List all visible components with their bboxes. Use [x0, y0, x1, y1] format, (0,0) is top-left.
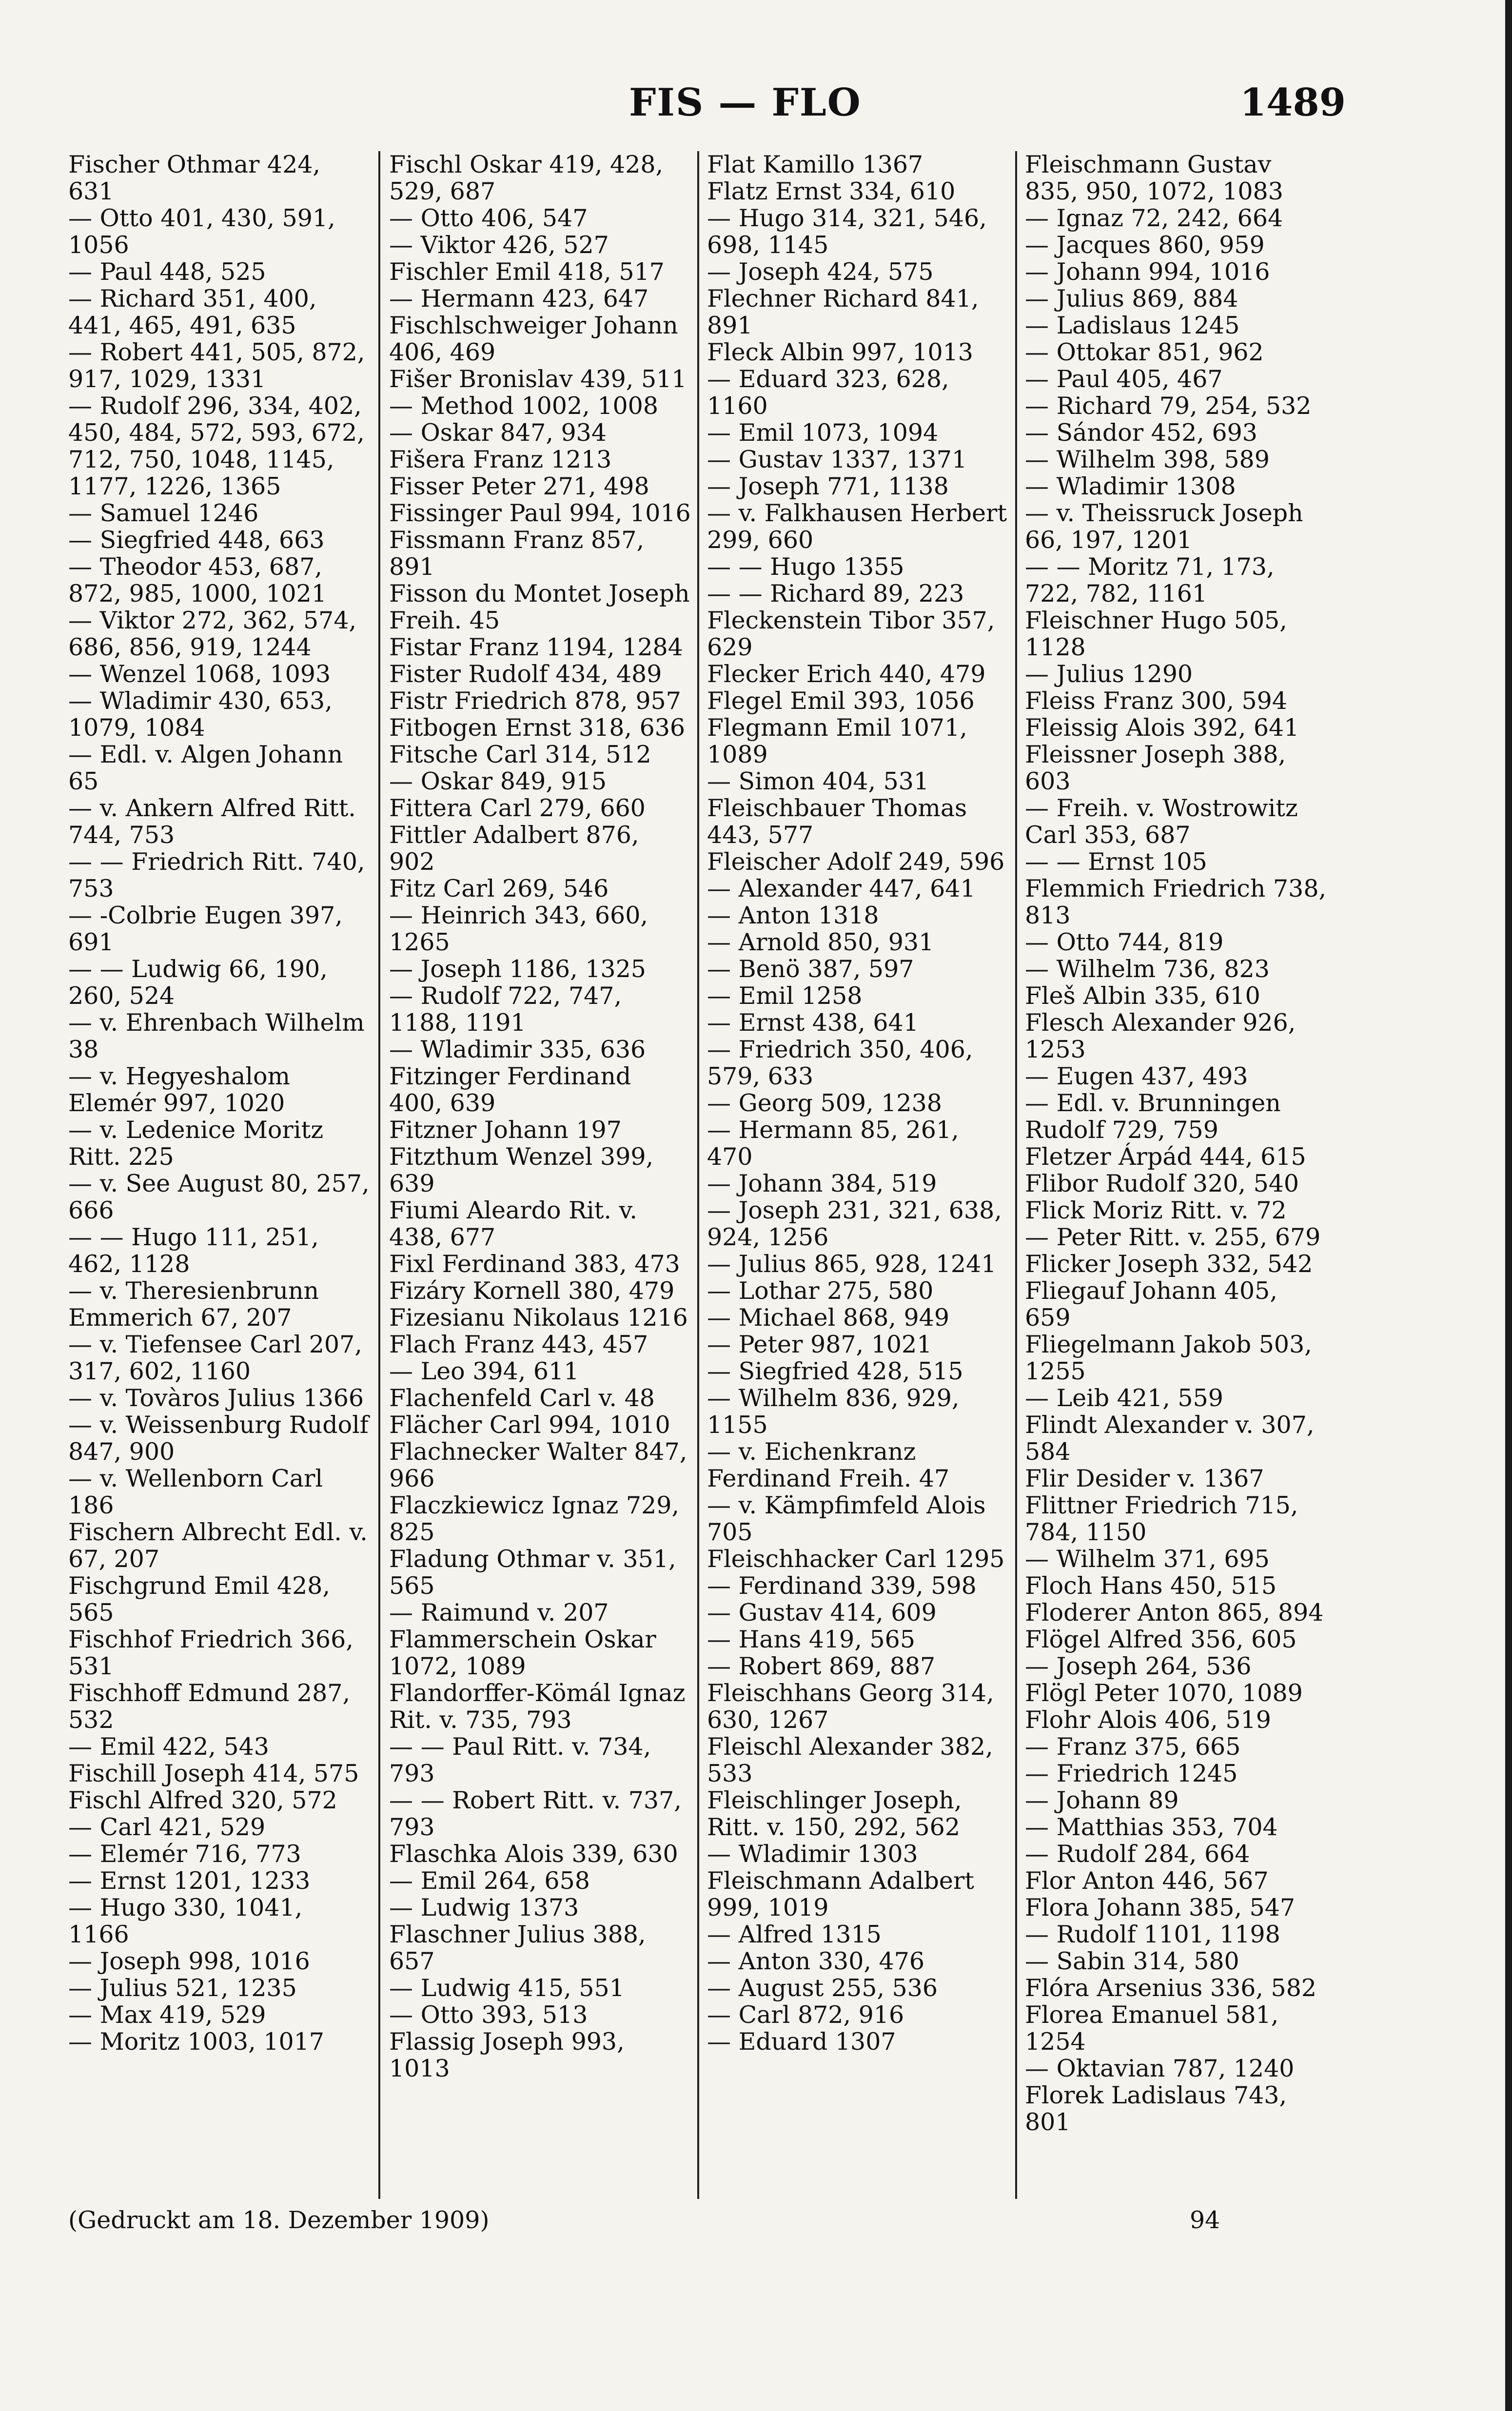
index-entry: Flatz Ernst 334, 610 — [707, 177, 956, 205]
index-entry: — Method 1002, 1008 — [389, 392, 658, 420]
index-entry: Flesch Alexander 926, 1253 — [1025, 1009, 1296, 1063]
index-entry: — Joseph 264, 536 — [1025, 1652, 1252, 1680]
index-entry: — Wilhelm 736, 823 — [1025, 955, 1270, 983]
index-entry: — Max 419, 529 — [68, 2001, 266, 2029]
index-entry: — Michael 868, 949 — [707, 1304, 950, 1332]
index-entry: — Sabin 314, 580 — [1025, 1947, 1239, 1975]
index-entry: — Ferdinand 339, 598 — [707, 1572, 977, 1600]
index-entry: — v. Ehrenbach Wilhelm 38 — [68, 1009, 365, 1063]
index-entry: Flat Kamillo 1367 — [707, 151, 923, 178]
index-entry: — v. Falkhausen Herbert 299, 660 — [707, 499, 1007, 554]
index-entry: — — Ernst 105 — [1025, 848, 1207, 876]
index-entry: — v. Ankern Alfred Ritt. 744, 753 — [68, 794, 356, 849]
index-entry: — Paul 448, 525 — [68, 258, 266, 286]
index-entry: — Wilhelm 836, 929, 1155 — [707, 1384, 960, 1439]
index-entry: — v. See August 80, 257, 666 — [68, 1170, 370, 1224]
index-entry: Fischern Albrecht Edl. v. 67, 207 — [68, 1518, 368, 1573]
index-entry: — Otto 401, 430, 591, 1056 — [68, 204, 335, 259]
page-title: FIS — FLO — [629, 80, 862, 125]
index-entry: Flechner Richard 841, 891 — [707, 285, 979, 339]
index-entry: — Ernst 1201, 1233 — [68, 1867, 311, 1895]
index-entry: Fleischer Adolf 249, 596 — [707, 848, 1005, 876]
index-entry: — Emil 1073, 1094 — [707, 419, 939, 447]
index-entry: — Julius 865, 928, 1241 — [707, 1250, 997, 1278]
index-entry: Flemmich Friedrich 738, 813 — [1025, 875, 1327, 929]
index-entry: — Oskar 849, 915 — [389, 767, 607, 795]
index-entry: — Moritz 1003, 1017 — [68, 2028, 324, 2056]
index-entry: — Otto 744, 819 — [1025, 928, 1224, 956]
index-entry: Fister Rudolf 434, 489 — [389, 660, 662, 688]
index-entry: — Julius 1290 — [1025, 660, 1193, 688]
index-entry: Flach Franz 443, 457 — [389, 1331, 648, 1358]
index-entry: Fitz Carl 269, 546 — [389, 875, 609, 902]
index-entry: — Lothar 275, 580 — [707, 1277, 934, 1305]
index-entry: — — Moritz 71, 173, 722, 782, 1161 — [1025, 553, 1275, 608]
index-entry: Flohr Alois 406, 519 — [1025, 1706, 1271, 1734]
index-entry: — Richard 79, 254, 532 — [1025, 392, 1312, 420]
column-3 — [707, 151, 1009, 2199]
index-entry: — Eduard 323, 628, 1160 — [707, 365, 949, 420]
index-entry: — Wladimir 430, 653, 1079, 1084 — [68, 687, 333, 742]
index-entry: — Wladimir 335, 636 — [389, 1036, 646, 1063]
index-entry: Fischler Emil 418, 517 — [389, 258, 665, 286]
index-entry: Fleiss Franz 300, 594 — [1025, 687, 1287, 715]
index-entry: Floch Hans 450, 515 — [1025, 1572, 1277, 1600]
index-entry: — Johann 89 — [1025, 1786, 1179, 1814]
index-entry: Florek Ladislaus 743, 801 — [1025, 2081, 1287, 2136]
index-entry: — v. Ledenice Moritz Ritt. 225 — [68, 1116, 324, 1171]
index-entry: Fleischmann Adalbert 999, 1019 — [707, 1867, 974, 1921]
index-entry: — Joseph 771, 1138 — [707, 472, 949, 500]
index-entry: — Samuel 1246 — [68, 499, 259, 527]
index-entry: Fleischbauer Thomas 443, 577 — [707, 794, 967, 849]
column-2 — [389, 151, 691, 2199]
index-entry: Fletzer Árpád 444, 615 — [1025, 1143, 1306, 1171]
index-entry: — Hermann 85, 261, 470 — [707, 1116, 959, 1171]
index-entry: — — Robert Ritt. v. 737, 793 — [389, 1786, 682, 1841]
index-entry: Fischlschweiger Johann 406, 469 — [389, 312, 678, 366]
index-entry: — Oktavian 787, 1240 — [1025, 2055, 1295, 2082]
index-entry: Fišer Bronislav 439, 511 — [389, 365, 687, 393]
index-entry: — Emil 422, 543 — [68, 1733, 269, 1761]
index-entry: Fitzthum Wenzel 399, 639 — [389, 1143, 654, 1197]
index-entry: — Edl. v. Brunningen Rudolf 729, 759 — [1025, 1089, 1281, 1144]
index-entry: Fleck Albin 997, 1013 — [707, 338, 973, 366]
index-entry: — Eugen 437, 493 — [1025, 1062, 1248, 1090]
index-entry: — Carl 872, 916 — [707, 2001, 904, 2029]
index-entry: — v. Wellenborn Carl 186 — [68, 1465, 323, 1519]
index-entry: Flandorffer-Kömál Ignaz Rit. v. 735, 793 — [389, 1679, 686, 1734]
index-entry: Flittner Friedrich 715, 784, 1150 — [1025, 1491, 1298, 1546]
index-entry: — Edl. v. Algen Johann 65 — [68, 741, 343, 795]
index-entry: Fizesianu Nikolaus 1216 — [389, 1304, 688, 1332]
index-entry: Flögel Alfred 356, 605 — [1025, 1626, 1297, 1653]
index-entry: — Anton 330, 476 — [707, 1947, 925, 1975]
index-entry: — Joseph 424, 575 — [707, 258, 934, 286]
index-entry: Flicker Joseph 332, 542 — [1025, 1250, 1313, 1278]
index-entry: — v. Tovàros Julius 1366 — [68, 1384, 364, 1412]
index-entry: Fistar Franz 1194, 1284 — [389, 633, 683, 661]
index-entry: — Wilhelm 371, 695 — [1025, 1545, 1270, 1573]
index-entry: — Julius 869, 884 — [1025, 285, 1238, 313]
index-entry: Flaczkiewicz Ignaz 729, 825 — [389, 1491, 679, 1546]
index-entry: Fliegauf Johann 405, 659 — [1025, 1277, 1277, 1332]
index-entry: — Emil 264, 658 — [389, 1867, 590, 1895]
index-entry: — Ludwig 1373 — [389, 1894, 579, 1921]
index-entry: — Ladislaus 1245 — [1025, 312, 1240, 339]
index-entry: — Joseph 1186, 1325 — [389, 955, 646, 983]
index-entry: — Anton 1318 — [707, 902, 879, 929]
index-entry: — Simon 404, 531 — [707, 767, 929, 795]
index-entry: — Wladimir 1303 — [707, 1840, 918, 1868]
page-number: 1489 — [1239, 80, 1346, 125]
index-entry: — Viktor 426, 527 — [389, 231, 609, 259]
index-entry: Fitsche Carl 314, 512 — [389, 741, 651, 768]
index-entry: Flammerschein Oskar 1072, 1089 — [389, 1626, 656, 1680]
index-entry: — Alfred 1315 — [707, 1921, 882, 1948]
index-entry: — Peter Ritt. v. 255, 679 — [1025, 1223, 1321, 1251]
index-entry: — Wladimir 1308 — [1025, 472, 1236, 500]
index-entry: — Ignaz 72, 242, 664 — [1025, 204, 1283, 232]
index-entry: — August 255, 536 — [707, 1974, 938, 2002]
index-entry: Fizáry Kornell 380, 479 — [389, 1277, 675, 1305]
column-4 — [1025, 151, 1327, 2199]
index-entry: Fleischlinger Joseph, Ritt. v. 150, 292, 562 — [707, 1786, 962, 1841]
index-entry: — Ernst 438, 641 — [707, 1009, 919, 1037]
index-entry: Fleischhans Georg 314, 630, 1267 — [707, 1679, 994, 1734]
index-entry: Fleischner Hugo 505, 1128 — [1025, 607, 1287, 661]
index-entry: Flor Anton 446, 567 — [1025, 1867, 1269, 1895]
index-entry: Fišera Franz 1213 — [389, 446, 612, 473]
index-entry: Fleissner Joseph 388, 603 — [1025, 741, 1286, 795]
index-entry: Fischl Oskar 419, 428, 529, 687 — [389, 151, 664, 205]
index-entry: — v. Theissruck Joseph 66, 197, 1201 — [1025, 499, 1303, 554]
index-entry: Fischhof Friedrich 366, 531 — [68, 1626, 353, 1680]
index-entry: Flick Moriz Ritt. v. 72 — [1025, 1196, 1287, 1224]
index-entry: — -Colbrie Eugen 397, 691 — [68, 902, 343, 956]
index-entry: — Leo 394, 611 — [389, 1357, 579, 1385]
index-entry: — — Hugo 111, 251, 462, 1128 — [68, 1223, 319, 1278]
index-entry: — Wenzel 1068, 1093 — [68, 660, 331, 688]
index-entry: — — Hugo 1355 — [707, 553, 904, 581]
index-entry: Fleischhacker Carl 1295 — [707, 1545, 1005, 1573]
index-entry: Flaschner Julius 388, 657 — [389, 1921, 646, 1975]
index-entry: Floderer Anton 865, 894 — [1025, 1599, 1324, 1627]
index-entry: — Hermann 423, 647 — [389, 285, 649, 313]
index-entry: Flegel Emil 393, 1056 — [707, 687, 975, 715]
index-entry: — Eduard 1307 — [707, 2028, 896, 2056]
column-divider — [1015, 151, 1017, 2199]
index-entry: Flibor Rudolf 320, 540 — [1025, 1170, 1299, 1197]
index-entry: Fischill Joseph 414, 575 — [68, 1760, 359, 1787]
index-entry: — Peter 987, 1021 — [707, 1331, 932, 1358]
index-entry: — Julius 521, 1235 — [68, 1974, 297, 2002]
index-entry: — Wilhelm 398, 589 — [1025, 446, 1270, 473]
index-entry: — — Richard 89, 223 — [707, 580, 964, 608]
page-footer — [68, 2206, 1336, 2240]
index-entry: Flögl Peter 1070, 1089 — [1025, 1679, 1303, 1707]
index-entry: — Gustav 1337, 1371 — [707, 446, 967, 473]
index-entry: Fladung Othmar v. 351, 565 — [389, 1545, 676, 1600]
index-entry: Flaschka Alois 339, 630 — [389, 1840, 678, 1868]
page-header — [68, 80, 1346, 134]
index-entry: Fitzner Johann 197 — [389, 1116, 622, 1144]
index-entry: Flachnecker Walter 847, 966 — [389, 1438, 687, 1492]
index-entry: — Otto 393, 513 — [389, 2001, 588, 2029]
index-entry: Florea Emanuel 581, 1254 — [1025, 2001, 1279, 2056]
index-entry: Fischhoff Edmund 287, 532 — [68, 1679, 351, 1734]
directory-columns — [68, 151, 1336, 2199]
index-entry: Fissinger Paul 994, 1016 — [389, 499, 691, 527]
index-entry: — Robert 869, 887 — [707, 1652, 936, 1680]
index-entry: — Benö 387, 597 — [707, 955, 914, 983]
index-entry: — Rudolf 284, 664 — [1025, 1840, 1250, 1868]
index-entry: — Siegfried 428, 515 — [707, 1357, 963, 1385]
index-entry: — Heinrich 343, 660, 1265 — [389, 902, 648, 956]
index-entry: Flegmann Emil 1071, 1089 — [707, 714, 967, 768]
index-entry: — — Paul Ritt. v. 734, 793 — [389, 1733, 651, 1787]
index-entry: Fisson du Montet Joseph Freih. 45 — [389, 580, 690, 634]
index-entry: — Arnold 850, 931 — [707, 928, 934, 956]
index-entry: — Franz 375, 665 — [1025, 1733, 1241, 1761]
index-entry: — — Ludwig 66, 190, 260, 524 — [68, 955, 328, 1010]
index-entry: — Siegfried 448, 663 — [68, 526, 325, 554]
index-entry: — Joseph 231, 321, 638, 924, 1256 — [707, 1196, 1002, 1251]
index-entry: — v. Theresienbrunn Emmerich 67, 207 — [68, 1277, 319, 1332]
print-date: (Gedruckt am 18. Dezember 1909) — [68, 2206, 490, 2234]
index-entry: — Oskar 847, 934 — [389, 419, 607, 447]
index-entry: — Elemér 716, 773 — [68, 1840, 301, 1868]
index-entry: — Rudolf 1101, 1198 — [1025, 1921, 1280, 1948]
index-entry: — Joseph 998, 1016 — [68, 1947, 310, 1975]
index-entry: — Otto 406, 547 — [389, 204, 588, 232]
index-entry: Fleischmann Gustav 835, 950, 1072, 1083 — [1025, 151, 1283, 205]
index-entry: Flächer Carl 994, 1010 — [389, 1411, 670, 1439]
index-entry: — v. Kämpfimfeld Alois 705 — [707, 1491, 986, 1546]
index-entry: Fleš Albin 335, 610 — [1025, 982, 1260, 1010]
index-entry: — Carl 421, 529 — [68, 1813, 266, 1841]
index-entry: — Friedrich 350, 406, 579, 633 — [707, 1036, 973, 1090]
index-entry: — Johann 994, 1016 — [1025, 258, 1270, 286]
index-entry: Fitbogen Ernst 318, 636 — [389, 714, 686, 742]
index-entry: — v. Tiefensee Carl 207, 317, 602, 1160 — [68, 1331, 362, 1385]
index-entry: — Viktor 272, 362, 574, 686, 856, 919, 1244 — [68, 607, 357, 661]
index-entry: Fisser Peter 271, 498 — [389, 472, 649, 500]
index-entry: — Ottokar 851, 962 — [1025, 338, 1264, 366]
index-entry: Fistr Friedrich 878, 957 — [389, 687, 681, 715]
index-entry: — Richard 351, 400, 441, 465, 491, 635 — [68, 285, 317, 339]
index-entry: Flir Desider v. 1367 — [1025, 1465, 1264, 1492]
sheet-number: 94 — [1190, 2206, 1220, 2234]
index-entry: — Hugo 314, 321, 546, 698, 1145 — [707, 204, 987, 259]
index-entry: Flassig Joseph 993, 1013 — [389, 2028, 625, 2082]
index-entry: — v. Eichenkranz Ferdinand Freih. 47 — [707, 1438, 950, 1492]
index-entry: — Friedrich 1245 — [1025, 1760, 1238, 1787]
index-entry: Flora Johann 385, 547 — [1025, 1894, 1296, 1921]
index-entry: — — Friedrich Ritt. 740, 753 — [68, 848, 365, 902]
index-entry: — Theodor 453, 687, 872, 985, 1000, 1021 — [68, 553, 327, 608]
index-entry: — Hans 419, 565 — [707, 1626, 916, 1653]
index-entry: — Alexander 447, 641 — [707, 875, 976, 902]
index-entry: — v. Weissenburg Rudolf 847, 900 — [68, 1411, 369, 1466]
index-entry: Fixl Ferdinand 383, 473 — [389, 1250, 680, 1278]
index-entry: Fischer Othmar 424, 631 — [68, 151, 321, 205]
column-1 — [68, 151, 371, 2199]
index-entry: Fischgrund Emil 428, 565 — [68, 1572, 330, 1627]
index-entry: — Leib 421, 559 — [1025, 1384, 1223, 1412]
index-entry: — Rudolf 296, 334, 402, 450, 484, 572, 593, 672, 712, 750, 1048, 1145, 1177, 1226, 1365 — [68, 392, 365, 500]
index-entry: — Ludwig 415, 551 — [389, 1974, 625, 2002]
index-entry: — Rudolf 722, 747, 1188, 1191 — [389, 982, 622, 1037]
index-entry: — Robert 441, 505, 872, 917, 1029, 1331 — [68, 338, 365, 393]
index-entry: Flindt Alexander v. 307, 584 — [1025, 1411, 1315, 1466]
index-entry: — Gustav 414, 609 — [707, 1599, 937, 1627]
index-entry: — Jacques 860, 959 — [1025, 231, 1265, 259]
index-entry: — Matthias 353, 704 — [1025, 1813, 1278, 1841]
index-entry: Fittler Adalbert 876, 902 — [389, 821, 639, 876]
index-entry: — Hugo 330, 1041, 1166 — [68, 1894, 303, 1948]
index-entry: Flecker Erich 440, 479 — [707, 660, 986, 688]
index-entry: Fliegelmann Jakob 503, 1255 — [1025, 1331, 1312, 1385]
index-entry: Flachenfeld Carl v. 48 — [389, 1384, 655, 1412]
index-entry: Fleischl Alexander 382, 533 — [707, 1733, 993, 1787]
index-entry: — Paul 405, 467 — [1025, 365, 1223, 393]
page-edge-shadow — [1505, 0, 1512, 2411]
index-entry: — Georg 509, 1238 — [707, 1089, 942, 1117]
index-entry: — Raimund v. 207 — [389, 1599, 609, 1627]
index-entry: — Johann 384, 519 — [707, 1170, 937, 1197]
index-entry: Fissmann Franz 857, 891 — [389, 526, 645, 581]
index-entry: Fischl Alfred 320, 572 — [68, 1786, 337, 1814]
index-entry: — v. Hegyeshalom Elemér 997, 1020 — [68, 1062, 290, 1117]
index-entry: — Freih. v. Wostrowitz Carl 353, 687 — [1025, 794, 1298, 849]
column-divider — [378, 151, 380, 2199]
index-entry: Fleissig Alois 392, 641 — [1025, 714, 1299, 742]
index-entry: — Sándor 452, 693 — [1025, 419, 1257, 447]
index-entry: Fiumi Aleardo Rit. v. 438, 677 — [389, 1196, 637, 1251]
index-entry: Fitzinger Ferdinand 400, 639 — [389, 1062, 631, 1117]
column-divider — [697, 151, 699, 2199]
index-entry: Fleckenstein Tibor 357, 629 — [707, 607, 995, 661]
index-entry: Flóra Arsenius 336, 582 — [1025, 1974, 1317, 2002]
index-entry: Fittera Carl 279, 660 — [389, 794, 646, 822]
index-entry: — Emil 1258 — [707, 982, 863, 1010]
